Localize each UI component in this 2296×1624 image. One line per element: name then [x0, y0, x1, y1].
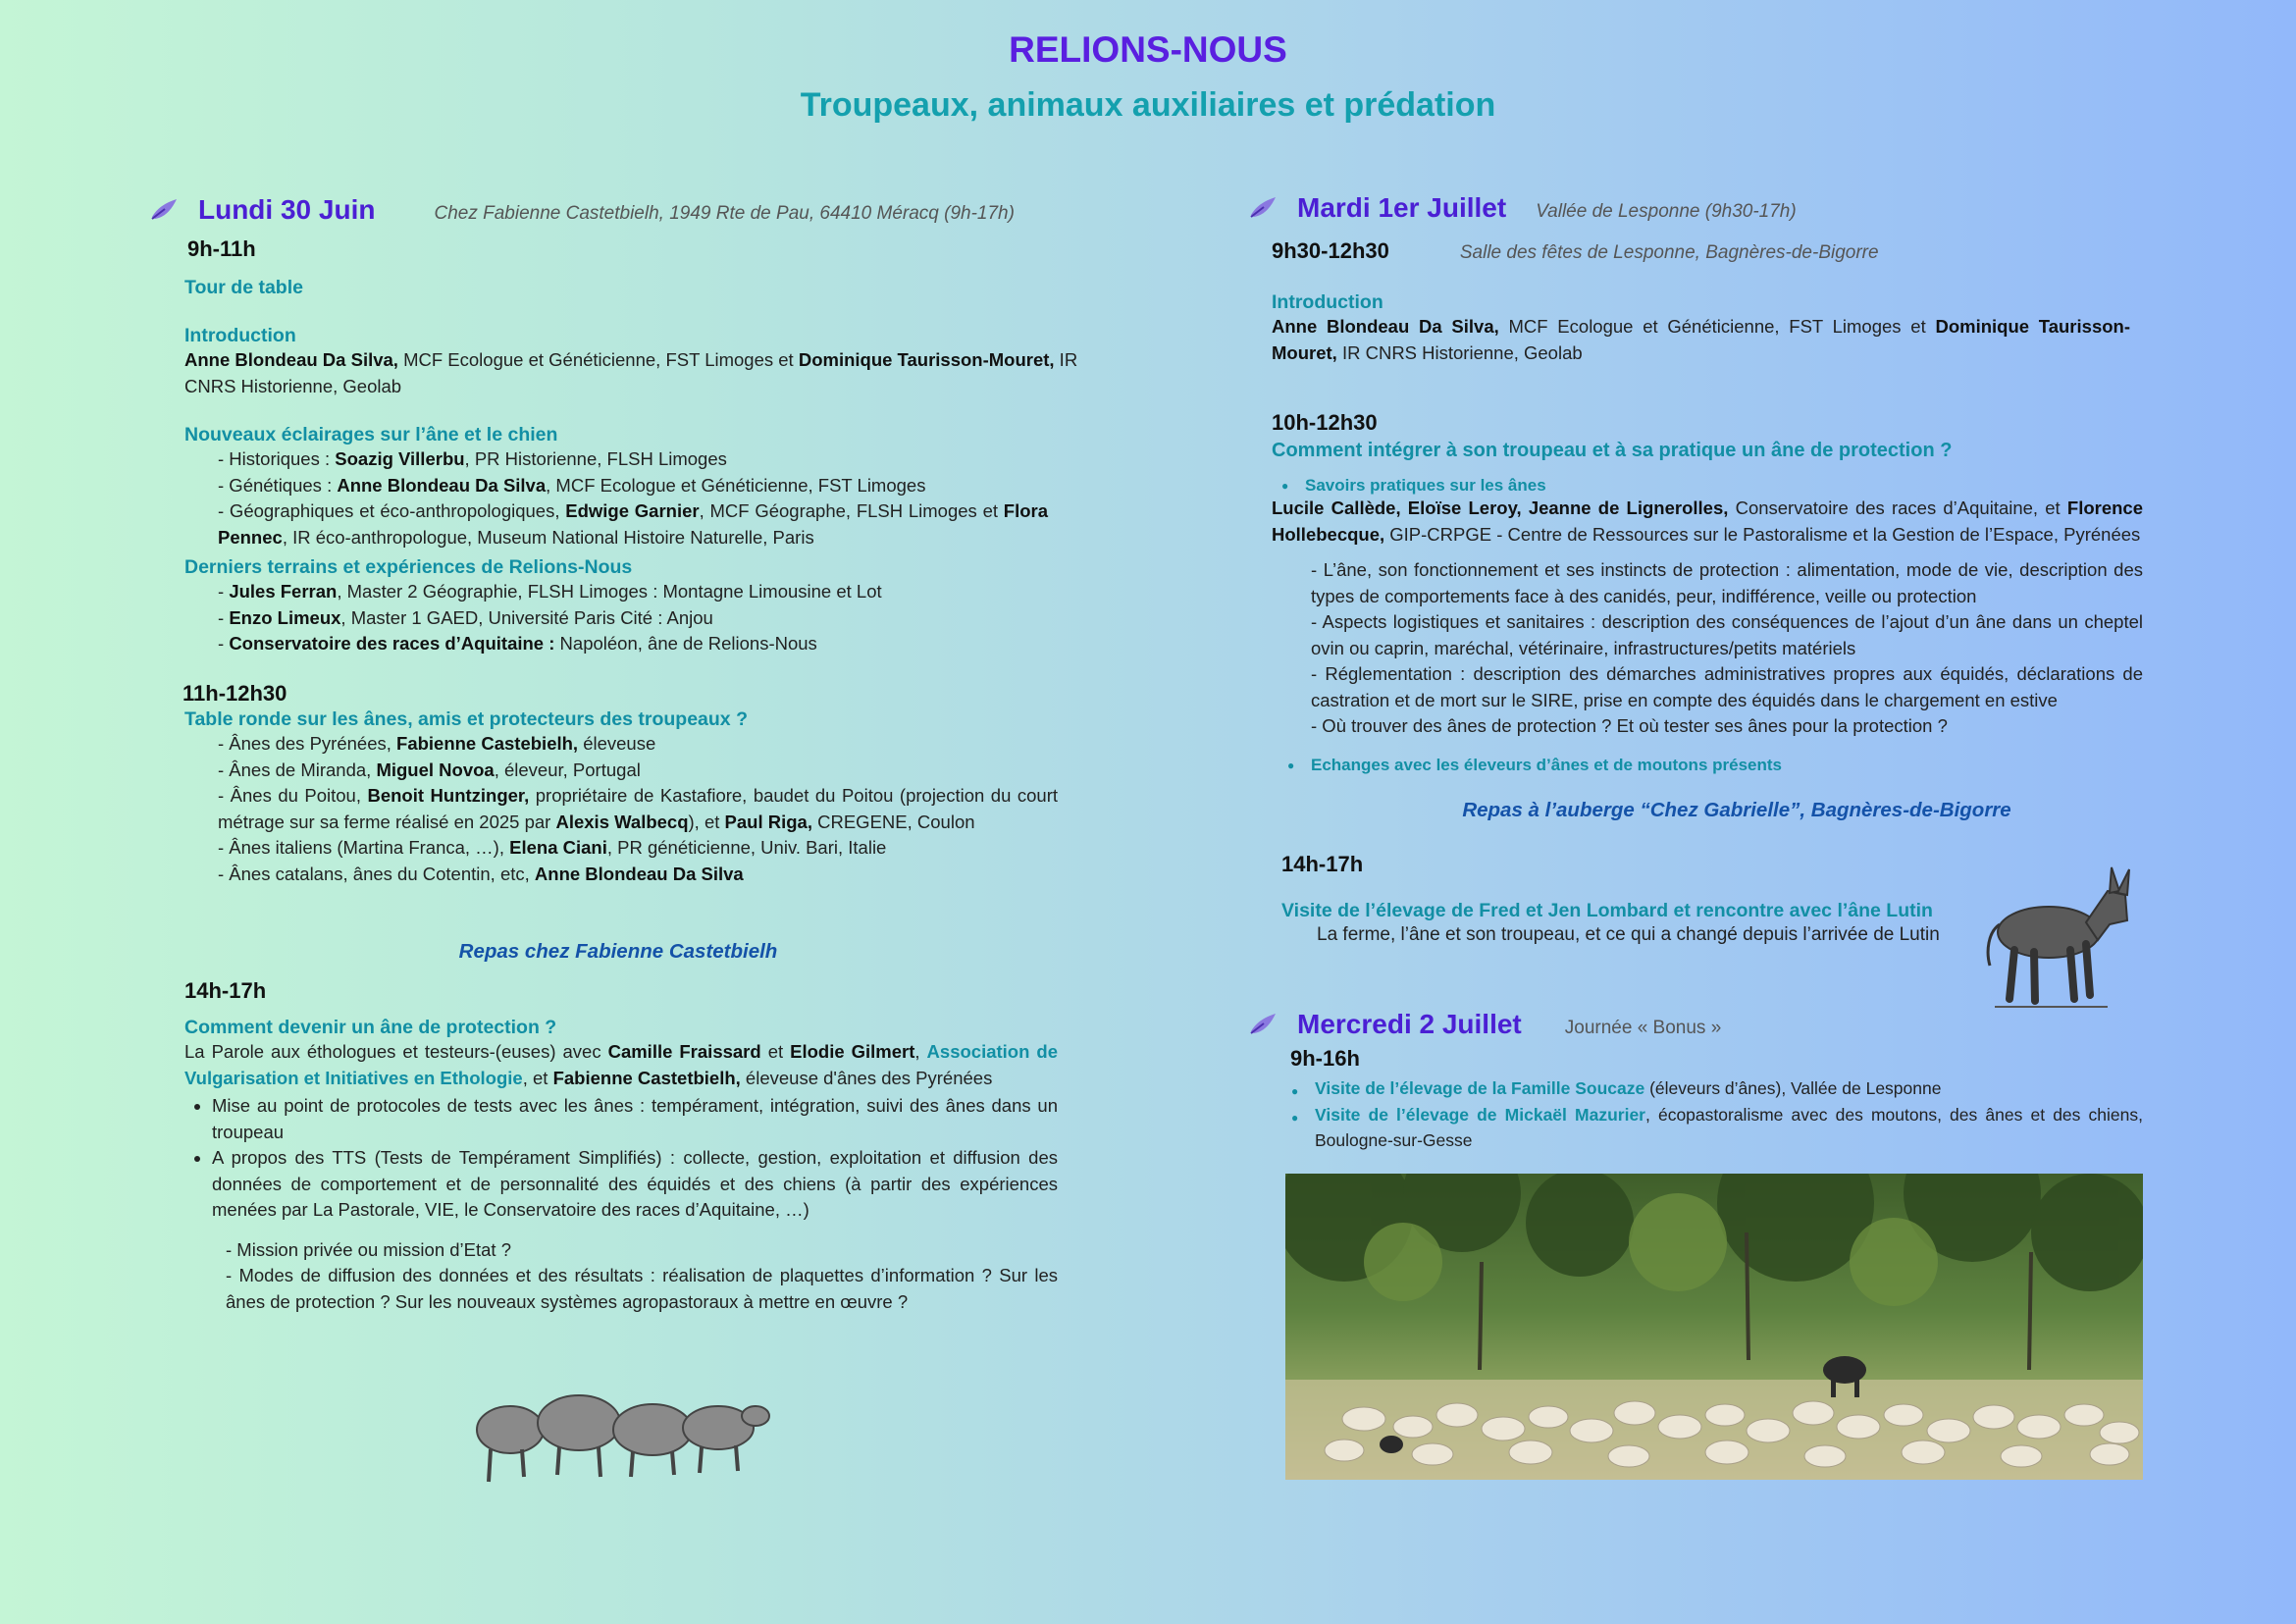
visite-lombard-block: [1281, 900, 1988, 949]
list-item: - Réglementation : description des démarches administratives propres aux équidés, déclarations de castration et de mort sur le SIRE, prise en compte des équidés dans le chargement en estive: [1311, 663, 2143, 710]
page-subtitle: Troupeaux, animaux auxiliaires et prédation: [800, 86, 1496, 124]
list-item: • Mise au point de protocoles de tests avec les ânes : tempérament, intégration, suivi des ânes dans un troupeau: [212, 1093, 1058, 1145]
donkey-illustration: [1980, 864, 2147, 1011]
comment-devenir-intro: La Parole aux éthologues et testeurs-(euses) avec Camille Fraissard et Elodie Gilmert, Association de Vulgarisation et Initiatives en Ethologie, et Fabienne Castetbielh, éleveuse d'ânes des Pyrénées: [184, 1041, 1058, 1088]
time-11h-12h30: 11h-12h30: [183, 681, 287, 706]
intro-block-right: Introduction Anne Blondeau Da Silva, MCF Ecologue et Généticienne, FST Limoges et Dominique Taurisson-Mouret, IR CNRS Historienne, Geolab: [1272, 291, 2130, 363]
echanges-item: ● Echanges avec les éleveurs d’ânes et de moutons présents: [1311, 756, 2143, 775]
nouveaux-eclairages-title: Nouveaux éclairages sur l’âne et le chien: [184, 424, 558, 445]
list-item: - L’âne, son fonctionnement et ses instincts de protection : alimentation, mode de vie, description des types de comportements face à des canidés, peur, indifférence, veille ou protection: [1311, 559, 2143, 606]
page-title: RELIONS-NOUS: [1009, 29, 1287, 70]
savoirs-title: ● Savoirs pratiques sur les ânes: [1305, 476, 2143, 496]
tuesday-morning-time: [1272, 238, 1879, 264]
salle-des-fetes: Salle des fêtes de Lesponne, Bagnères-de-Bigorre: [1459, 242, 1879, 263]
list-item: - Historiques : Soazig Villerbu, PR Historienne, FLSH Limoges: [218, 448, 727, 469]
list-item: - Géographiques et éco-anthropologiques, Edwige Garnier, MCF Géographe, FLSH Limoges et Flora Pennec, IR éco-anthropologue, Museum National Histoire Naturelle, Paris: [218, 500, 1048, 548]
leaf-icon: [1248, 193, 1278, 223]
day-tuesday-header: [1248, 192, 1797, 224]
list-item: - Ânes italiens (Martina Franca, …), Elena Ciani, PR généticienne, Univ. Bari, Italie: [218, 837, 887, 858]
leaf-icon: [149, 195, 179, 225]
day-wednesday-sub: Journée « Bonus »: [1564, 1018, 1722, 1038]
leaf-icon: [1248, 1010, 1278, 1039]
list-item: - Ânes du Poitou, Benoit Huntzinger, propriétaire de Kastafiore, baudet du Poitou (projection du court métrage sur sa ferme réalisé en 2025 par Alexis Walbecq), et Paul Riga, CREGENE, Coulon: [218, 785, 1058, 832]
sheep-illustration: [461, 1379, 775, 1487]
day-monday-location: Chez Fabienne Castetbielh, 1949 Rte de Pau, 64410 Méracq (9h-17h): [434, 203, 1015, 224]
derniers-terrains-title: Derniers terrains et expériences de Relions-Nous: [184, 556, 633, 578]
list-item: • A propos des TTS (Tests de Tempérament Simplifiés) : collecte, gestion, exploitation et diffusion des données de comportement et de personnalité des équidés et des chiens (à partir des expériences menées par La Pastorale, VIE, le Conservatoire des races d’Aquitaine, …): [212, 1145, 1058, 1224]
list-item: - Enzo Limeux, Master 1 GAED, Université Paris Cité : Anjou: [218, 606, 713, 628]
flock-photo: [1285, 1174, 2143, 1480]
day-tuesday-title: Mardi 1er Juillet: [1297, 192, 1507, 223]
time-10h-12h30: 10h-12h30: [1272, 410, 1378, 435]
table-ronde-title: Table ronde sur les ânes, amis et protecteurs des troupeaux ?: [184, 708, 748, 730]
association-link[interactable]: Association de Vulgarisation et Initiatives en Ethologie: [184, 1041, 1058, 1088]
savoirs-block: ● Savoirs pratiques sur les ânes Lucile Callède, Eloïse Leroy, Jeanne de Lignerolles, Conservatoire des races d’Aquitaine, et Florence Hollebecque, GIP-CRPGE - Centre de Ressources sur le Pastoralisme et la Gestion de l’Espace, Pyrénées - L’âne, son fonctionnement et ses instincts de protection : alimentation, mode de vie, description des types de comportements face à des canidés, peur, indifférence, veille ou protection - Aspects logistiques et sanitaires : description des conséquences de l’ajout d’un âne dans un cheptel ovin ou caprin, maréchal, vétérinaire, infrastructures/petits matériels - Réglementation : description des démarches administratives propres aux équidés, déclarations de castration et de mort sur le SIRE, prise en compte des équidés dans le chargement en estive - Où trouver des ânes de protection ? Et où tester ses ânes pour la protection ? ● Echanges avec les éleveurs d’ânes et de moutons présents: [1272, 476, 2143, 775]
comment-devenir-block: [184, 1017, 1058, 1315]
list-item: ● Visite de l’élevage de la Famille Soucaze (éleveurs d’ânes), Vallée de Lesponne: [1315, 1075, 2143, 1102]
time-9h-16h: 9h-16h: [1290, 1046, 1360, 1071]
day-tuesday-location: Vallée de Lesponne (9h30-17h): [1536, 201, 1797, 222]
day-wednesday-title: Mercredi 2 Juillet: [1297, 1009, 1522, 1039]
time-14h-17h-left: 14h-17h: [184, 978, 267, 1003]
list-item: - Ânes des Pyrénées, Fabienne Castebielh, éleveuse: [218, 733, 656, 754]
list-item: - Modes de diffusion des données et des résultats : réalisation de plaquettes d’information ? Sur les ânes de protection ? Sur les nouveaux systèmes agropastoraux à mettre en œuvre ?: [226, 1265, 1058, 1312]
list-item: - Mission privée ou mission d’Etat ?: [226, 1238, 511, 1260]
list-item: ● Visite de l’élevage de Mickaël Mazurier, écopastoralisme avec des moutons, des ânes et des chiens, Boulogne-sur-Gesse: [1315, 1102, 2143, 1154]
day-monday-title: Lundi 30 Juin: [198, 194, 376, 225]
time-14h-17h-right: 14h-17h: [1281, 852, 1364, 876]
list-item: - Génétiques : Anne Blondeau Da Silva, MCF Ecologue et Généticienne, FST Limoges: [218, 474, 926, 496]
list-item: - Aspects logistiques et sanitaires : description des conséquences de l’ajout d’un âne dans un cheptel ovin ou caprin, maréchal, vétérinaire, infrastructures/petits matériels: [1311, 611, 2143, 658]
intro-title: Introduction: [1272, 291, 1383, 313]
table-ronde-block: [184, 708, 1058, 887]
time-9h30-12h30: 9h30-12h30: [1272, 238, 1389, 263]
comment-integrer-title: Comment intégrer à son troupeau et à sa pratique un âne de protection ?: [1272, 440, 1953, 461]
list-item: - Conservatoire des races d’Aquitaine : Napoléon, âne de Relions-Nous: [218, 633, 817, 654]
nouveaux-eclairages-block: [184, 424, 1048, 550]
visite-lombard-title: Visite de l’élevage de Fred et Jen Lombard et rencontre avec l’âne Lutin: [1281, 900, 1933, 921]
wednesday-visits: [1287, 1075, 2143, 1154]
visite-lombard-desc: La ferme, l’âne et son troupeau, et ce qui a changé depuis l’arrivée de Lutin: [1317, 924, 1940, 945]
list-item: - Ânes de Miranda, Miguel Novoa, éleveur, Portugal: [218, 759, 641, 780]
visite-mazurier-link[interactable]: Visite de l’élevage de Mickaël Mazurier: [1315, 1104, 1645, 1125]
repas-tuesday: Repas à l’auberge “Chez Gabrielle”, Bagnères-de-Bigorre: [1462, 799, 2011, 821]
tour-de-table: Tour de table: [184, 277, 303, 298]
list-item: - Jules Ferran, Master 2 Géographie, FLSH Limoges : Montagne Limousine et Lot: [218, 581, 882, 602]
repas-monday: Repas chez Fabienne Castetbielh: [458, 940, 778, 963]
time-9h-11h: 9h-11h: [187, 236, 256, 261]
comment-devenir-title: Comment devenir un âne de protection ?: [184, 1017, 557, 1038]
list-item: - Où trouver des ânes de protection ? Et où tester ses ânes pour la protection ?: [1311, 715, 1948, 736]
visite-soucaze-link[interactable]: Visite de l’élevage de la Famille Soucaze: [1315, 1078, 1645, 1098]
day-wednesday-header: [1248, 1009, 1721, 1040]
derniers-terrains-block: [184, 556, 1048, 657]
day-monday-header: [149, 194, 1015, 226]
intro-block-left: Introduction Anne Blondeau Da Silva, MCF Ecologue et Généticienne, FST Limoges et Dominique Taurisson-Mouret, IR CNRS Historienne, Geolab: [184, 325, 1097, 399]
intro-title: Introduction: [184, 325, 296, 346]
list-item: - Ânes catalans, ânes du Cotentin, etc, Anne Blondeau Da Silva: [218, 863, 744, 884]
